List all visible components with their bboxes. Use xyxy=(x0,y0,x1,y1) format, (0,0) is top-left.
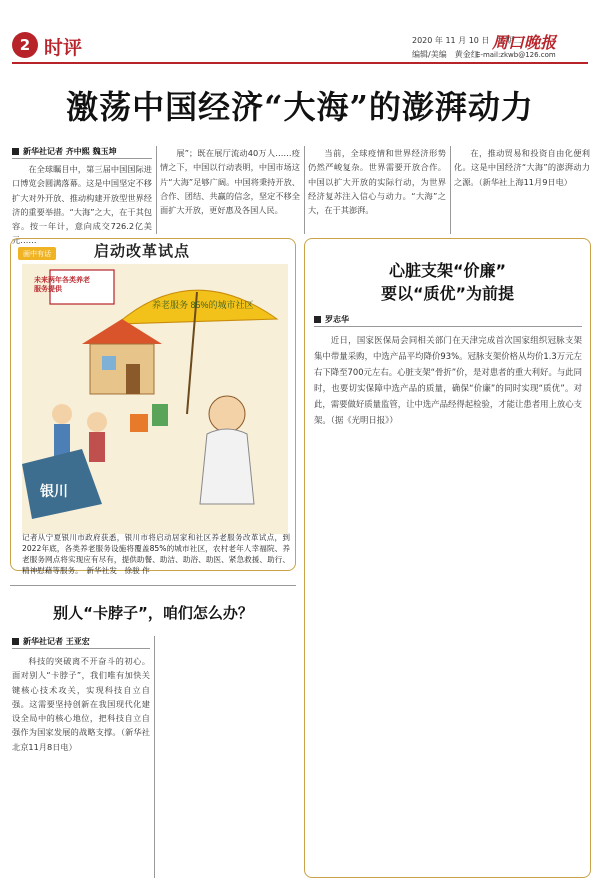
tile-label: 银川 xyxy=(40,483,68,499)
page-headline: 激荡中国经济“大海”的澎湃动力 xyxy=(66,88,534,126)
byline-rule xyxy=(314,326,582,327)
sign-text: 未来两年各类养老服务提供 xyxy=(34,276,90,293)
section-name: 时评 xyxy=(44,37,83,59)
house-icon xyxy=(90,344,154,394)
main-article-col3 xyxy=(308,146,446,234)
byline-rule xyxy=(12,648,150,649)
main-article-byline xyxy=(12,146,117,157)
picture-comment-tag: 画中有话 xyxy=(18,247,56,260)
column-divider xyxy=(450,146,451,234)
stent-body-text: 近日，国家医保局会同相关部门在天津完成首次国家组织冠脉支架集中带量采购，中选产品平均降价93%。冠脉支架价格从均价1.3万元左右下降至700元左右。心脏支架“骨折”价，是对患者的重大利好。与此同时，也要切实保障中选产品的质量，确保“价廉”的同时实现“质优”。对此，需要做好质量监管，让中选产品经得起检验，才能让患者用上放心支架。（据《光明日报》） xyxy=(314,335,582,425)
reform-caption: 记者从宁夏银川市政府获悉，银川市将启动居家和社区养老服务改革试点，到2022年底，各类养老服务设施将覆盖85%的城市社区，农村老年人幸福院、养老服务网点将实现应有尽有，提供助餐、助洁、助浴、助医、紧急救援、助行、精神慰藉等服务。 新华社发 徐骏 作 xyxy=(22,533,290,575)
main-col4-text: 在，推动贸易和投资自由化便利化。这是中国经济“大海”的澎湃动力之源。（新华社上海11月9日电） xyxy=(454,148,590,187)
neck-article-col2 xyxy=(158,636,296,878)
neck-body-text: 科技的突破离不开奋斗的初心。面对别人“卡脖子”，我们唯有加快关键核心技术攻关，实现科技自立自强。这需要坚持创新在我国现代化建设全局中的核心地位，把科技自立自强作为国家发展的战略支撑。（新华社北京11月8日电） xyxy=(12,656,150,752)
stent-byline xyxy=(314,314,349,325)
issue-date: 2020 年 11 月 10 日 星期二 xyxy=(412,36,522,45)
main-col1-text: 在全球瞩目中，第三届中国国际进口博览会圆满落幕。这是中国坚定不移扩大对外开放、推动构建开放型世界经济的重要举措。“大海”之大，在于其包容。按一年计，意向成交726.2亿美元…… xyxy=(12,164,152,246)
column-divider xyxy=(154,636,155,878)
stent-title-line1: 心脏支架“价廉” xyxy=(388,261,507,280)
byline-marker xyxy=(12,148,19,155)
page-number-badge: 2 xyxy=(12,32,38,58)
main-byline-text: 新华社记者 齐中熙 魏玉坤 xyxy=(23,147,117,156)
umbrella-label: 养老服务 85%的城市社区 xyxy=(152,300,254,310)
section-rule xyxy=(10,585,296,586)
gift-icon xyxy=(130,414,148,432)
header-rule xyxy=(12,62,588,64)
main-col2-text: 展”；既在展厅流动40万人……疫情之下，中国以行动表明，中国市场这片“大海”足够广阔。中国将秉持开放、合作、团结、共赢的信念，坚定不移全面扩大开放，更好惠及各国人民。 xyxy=(160,148,300,216)
main-article-col4 xyxy=(454,146,590,234)
byline-rule xyxy=(12,158,152,159)
column-divider xyxy=(156,146,157,234)
elderly-care-cartoon xyxy=(22,264,288,534)
stent-byline-text: 罗志华 xyxy=(325,315,349,324)
byline-marker xyxy=(314,316,321,323)
column-divider xyxy=(304,146,305,234)
contact-email: E-mail:zkwb@126.com xyxy=(476,51,556,59)
elderly-man-icon xyxy=(209,396,245,432)
editor-credit: 编辑/美编 黄金红 xyxy=(412,50,479,59)
neck-byline xyxy=(12,636,90,647)
stent-title-line2: 要以“质优”为前提 xyxy=(380,284,515,303)
caregiver-icon xyxy=(52,404,72,424)
main-article-col2 xyxy=(160,146,300,234)
neck-article-col1 xyxy=(12,654,150,878)
neck-article-title: 别人“卡脖子”，咱们怎么办？ xyxy=(53,604,253,622)
gift-icon xyxy=(152,404,168,426)
elderly-woman-icon xyxy=(87,412,107,432)
neck-byline-text: 新华社记者 王亚宏 xyxy=(23,637,90,646)
stent-article-body xyxy=(314,332,582,870)
main-col3-text: 当前，全球疫情和世界经济形势仍然严峻复杂。世界需要开放合作。中国以扩大开放的实际行动，为世界经济复苏注入信心与动力。“大海”之大，在于其澎湃。 xyxy=(308,148,446,216)
byline-marker xyxy=(12,638,19,645)
newspaper-logo: 周口晚报 xyxy=(492,33,557,52)
reform-box-title: 启动改革试点 xyxy=(94,242,191,260)
main-article-col1 xyxy=(12,162,152,246)
